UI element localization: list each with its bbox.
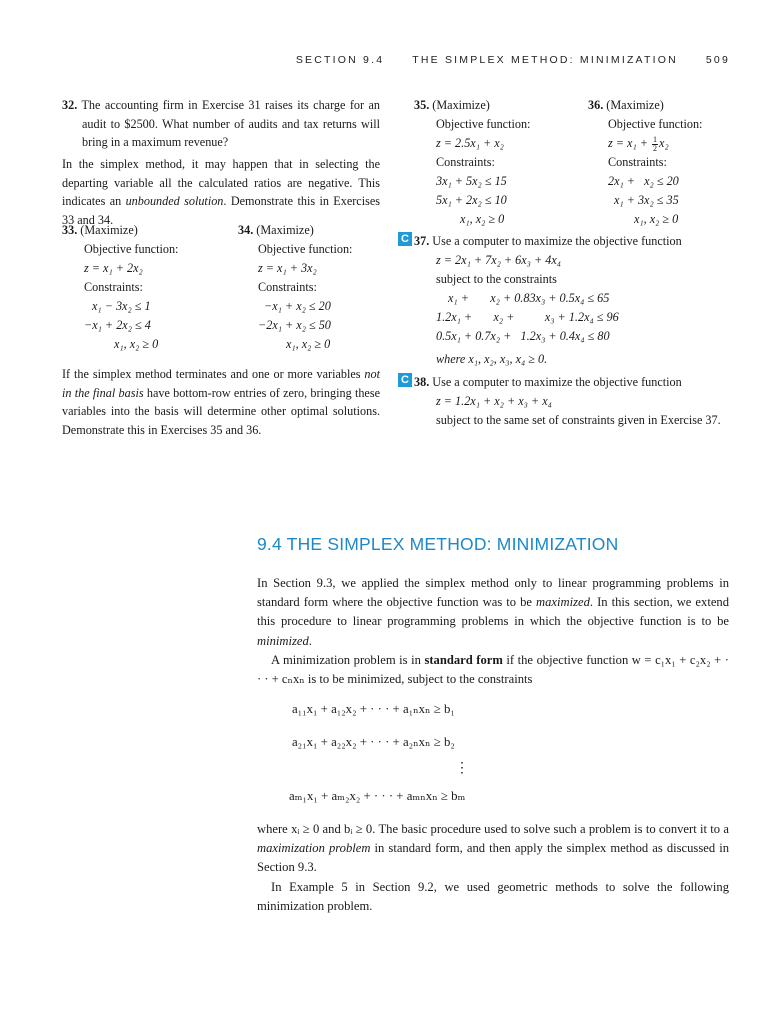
exercise-34: 34. (Maximize) Objective function: z = x₁ + 3x₂ Constraints: −x₁ + x₂ ≤ 20 −2x₁ + x₂ ≤ 50 x₁, x₂ ≥ 0: [238, 223, 353, 351]
term-unbounded-solution: unbounded solution: [125, 194, 224, 209]
exercise-36: 36. (Maximize) Objective function: z = x₁ + $\frac{1}{2}$ x₂ Constraints: 2x₁ + x₂ ≤ 20 x₁ + 3x₂ ≤ 35 x₁, x₂ ≥ 0: [588, 98, 703, 226]
running-header: [296, 54, 730, 66]
constraint-row-1: a₁₁x₁ + a₁₂x₂ + · · · + a₁ₙxₙ ≥ b₁: [292, 702, 455, 716]
page-number: 509: [705, 54, 730, 66]
paragraph-procedure: where xᵢ ≥ 0 and bᵢ ≥ 0. The basic procedure used to solve such a problem is to convert it to a maximization problem in standard form, and then apply the simplex method as discussed in Section 9.3.: [257, 822, 730, 875]
exercise-35: 35. (Maximize) Objective function: z = 2.5x₁ + x₂ Constraints: 3x₁ + 5x₂ ≤ 15 5x₁ + 2x₂ ≤ 10 x₁, x₂ ≥ 0: [414, 98, 531, 226]
exercise-text: The accounting firm in Exercise 31 raises its charge for an audit to $2500. What number of audits and tax returns will bring in a maximum revenue?: [81, 98, 380, 150]
section-title: 9.4 THE SIMPLEX METHOD: MINIMIZATION: [257, 534, 619, 554]
constraint-row-m: aₘ₁x₁ + aₘ₂x₂ + · · · + aₘₙxₙ ≥ bₘ: [289, 789, 466, 803]
exercise-33: 33. (Maximize) Objective function: z = x₁ + 2x₂ Constraints: x₁ − 3x₂ ≤ 1 −x₁ + 2x₂ ≤ 4 x₁, x₂ ≥ 0: [62, 223, 179, 351]
header-section: SECTION 9.4: [295, 54, 385, 66]
exercise-32: [62, 96, 380, 152]
vertical-ellipsis: ⋮: [455, 761, 469, 776]
exercise-number: 32.: [62, 98, 78, 112]
paragraph-example-reference: In Example 5 in Section 9.2, we used geometric methods to solve the following minimization problem.: [257, 880, 729, 914]
exercise-37: 37. Use a computer to maximize the objective function z = 2x₁ + 7x₂ + 6x₃ + 4x₄ subject to the constraints x₁ + x₂ + 0.83x₃ + 0.5x₄ ≤ 65 1.2x₁ + x₂ + x₃ + 1.2x₄ ≤ 96 0.5x₁ + 0.7x₂ + 1.2x₃ + 0.4x₄ ≤ 80 where x₁, x₂, x₃, x₄ ≥ 0.: [414, 234, 682, 366]
paragraph-standard-form: A minimization problem is in standard form if the objective function w = c₁x₁ + c₂x₂ + · · · + cₙxₙ is to be minimized, subject to the constraints: [257, 653, 729, 687]
fraction-one-half: $\frac{1}{2}$: [653, 134, 658, 153]
computer-exercise-badge: C: [398, 373, 412, 387]
header-title: THE SIMPLEX METHOD: MINIMIZATION: [412, 54, 678, 66]
alternate-solutions-note: If the simplex method terminates and one or more variables not in the final basis have bottom-row entries of zero, bringing these variables into the basis will determine other optimal solutions. Demonstrate this in Exercises 35 and 36.: [62, 367, 380, 437]
computer-exercise-badge: C: [398, 232, 412, 246]
term-standard-form: standard form: [424, 653, 503, 667]
exercise-38: 38. Use a computer to maximize the objective function z = 1.2x₁ + x₂ + x₃ + x₄ subject to the same set of constraints given in Exercise 37.: [414, 375, 721, 427]
unbounded-note: In the simplex method, it may happen that in selecting the departing variable all the calculated ratios are negative. This indicates an unbounded solution. Demonstrate this in Exercises 33 and 34.: [62, 157, 380, 227]
term-not-in-final-basis: not in the final basis: [62, 367, 380, 400]
constraint-row-2: a₂₁x₁ + a₂₂x₂ + · · · + a₂ₙxₙ ≥ b₂: [292, 735, 455, 749]
paragraph-intro: In Section 9.3, we applied the simplex method only to linear programming problems in standard form where the objective function was to be maximized. In this section, we extend this procedure to linear programming problems in which the objective function is to be minimized.: [257, 576, 729, 648]
